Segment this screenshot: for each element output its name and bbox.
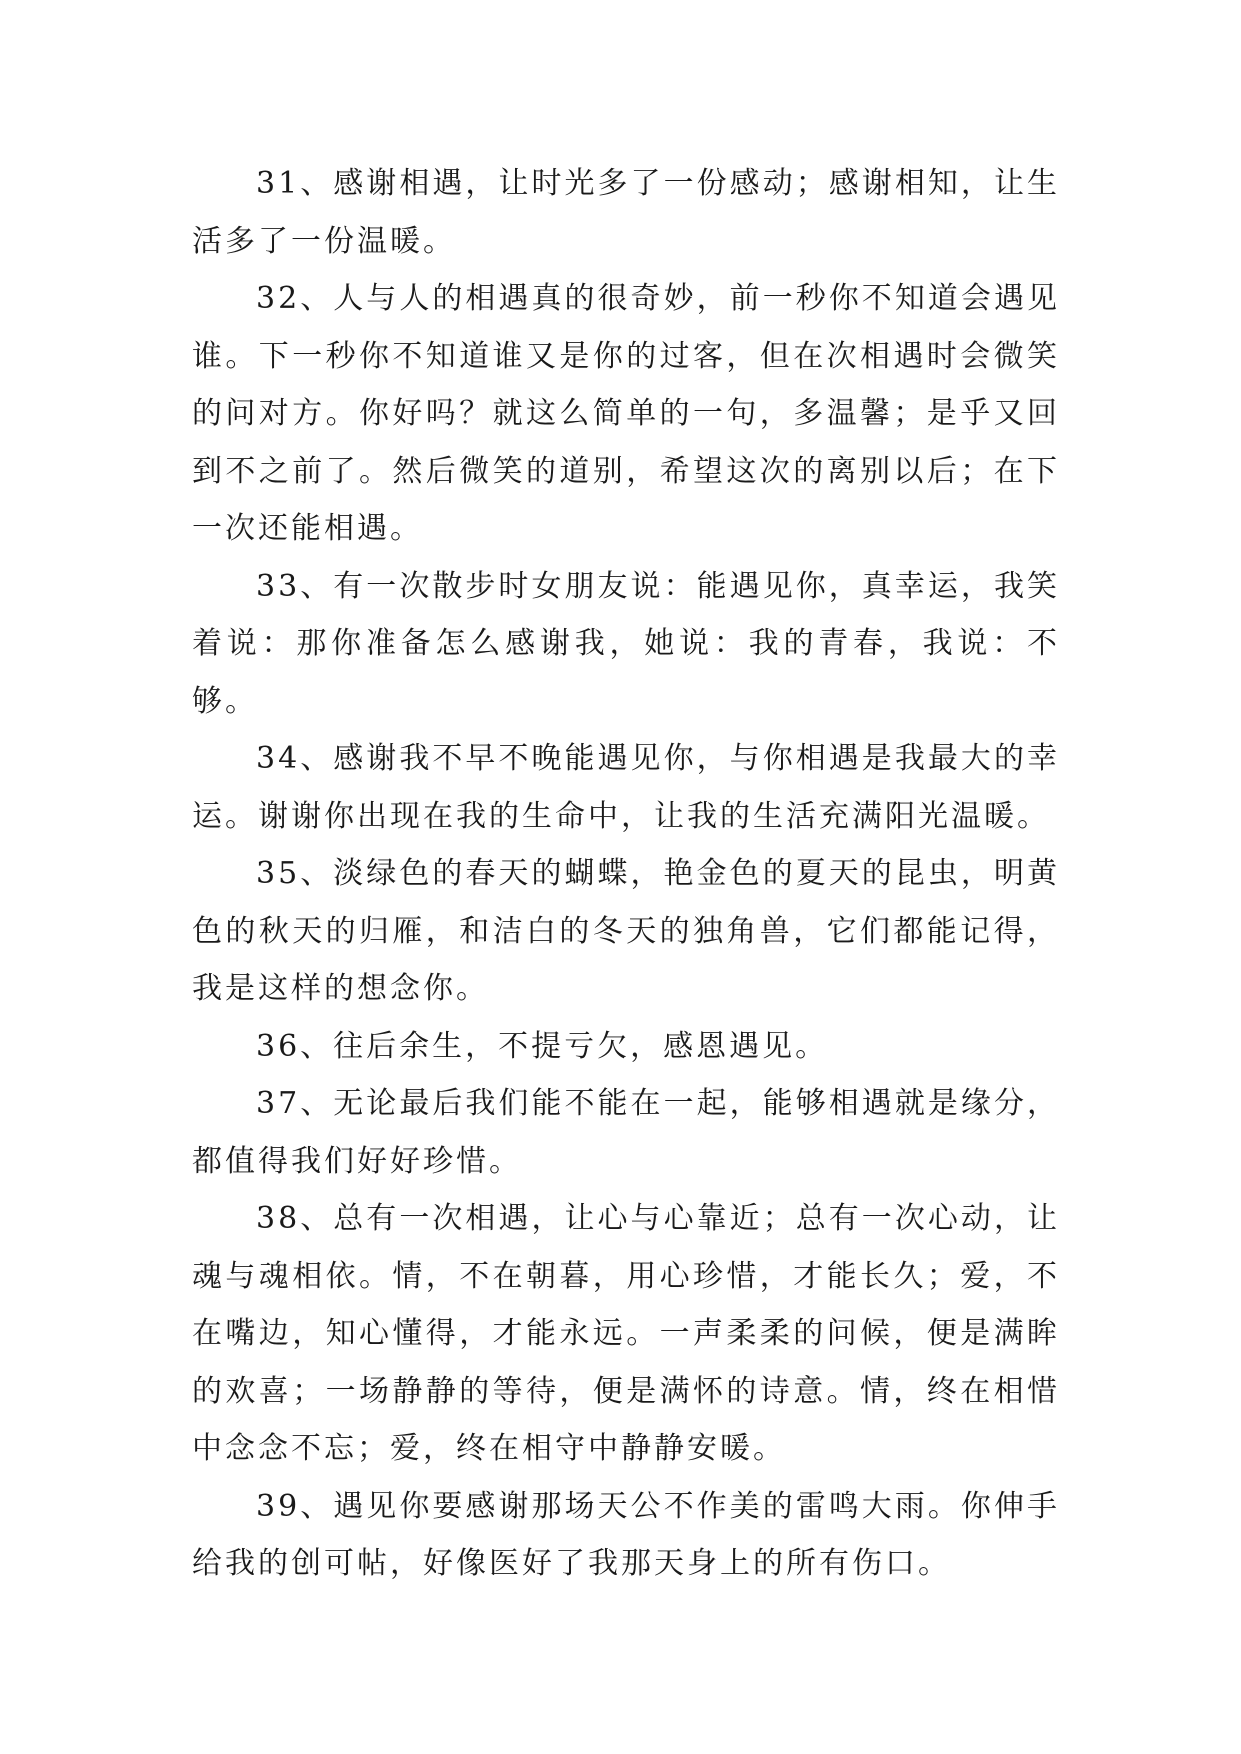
paragraph-35: 35、淡绿色的春天的蝴蝶，艳金色的夏天的昆虫，明黄色的秋天的归雁，和洁白的冬天的独角兽，它们都能记得，我是这样的想念你。 [192, 856, 1060, 1006]
document-body [192, 155, 1060, 1593]
paragraph-37: 37、无论最后我们能不能在一起，能够相遇就是缘分，都值得我们好好珍惜。 [192, 1086, 1060, 1179]
paragraph-31: 31、感谢相遇，让时光多了一份感动；感谢相知，让生活多了一份温暖。 [192, 166, 1060, 259]
paragraph-38: 38、总有一次相遇，让心与心靠近；总有一次心动，让魂与魂相依。情，不在朝暮，用心珍惜，才能长久；爱，不在嘴边，知心懂得，才能永远。一声柔柔的问候，便是满眸的欢喜；一场静静的等待，便是满怀的诗意。情，终在相惜中念念不忘；爱，终在相守中静静安暖。 [192, 1201, 1060, 1466]
paragraph-36: 36、往后余生，不提亏欠，感恩遇见。 [256, 1028, 829, 1064]
paragraph-32: 32、人与人的相遇真的很奇妙，前一秒你不知道会遇见谁。下一秒你不知道谁又是你的过客，但在次相遇时会微笑的问对方。你好吗？就这么简单的一句，多温馨；是乎又回到不之前了。然后微笑的道别，希望这次的离别以后；在下一次还能相遇。 [192, 281, 1060, 546]
paragraph-33: 33、有一次散步时女朋友说：能遇见你，真幸运，我笑着说：那你准备怎么感谢我，她说：我的青春，我说：不够。 [192, 568, 1060, 719]
paragraph-34: 34、感谢我不早不晚能遇见你，与你相遇是我最大的幸运。谢谢你出现在我的生命中，让我的生活充满阳光温暖。 [192, 741, 1060, 834]
paragraph-39: 39、遇见你要感谢那场天公不作美的雷鸣大雨。你伸手给我的创可帖，好像医好了我那天身上的所有伤口。 [192, 1488, 1060, 1581]
